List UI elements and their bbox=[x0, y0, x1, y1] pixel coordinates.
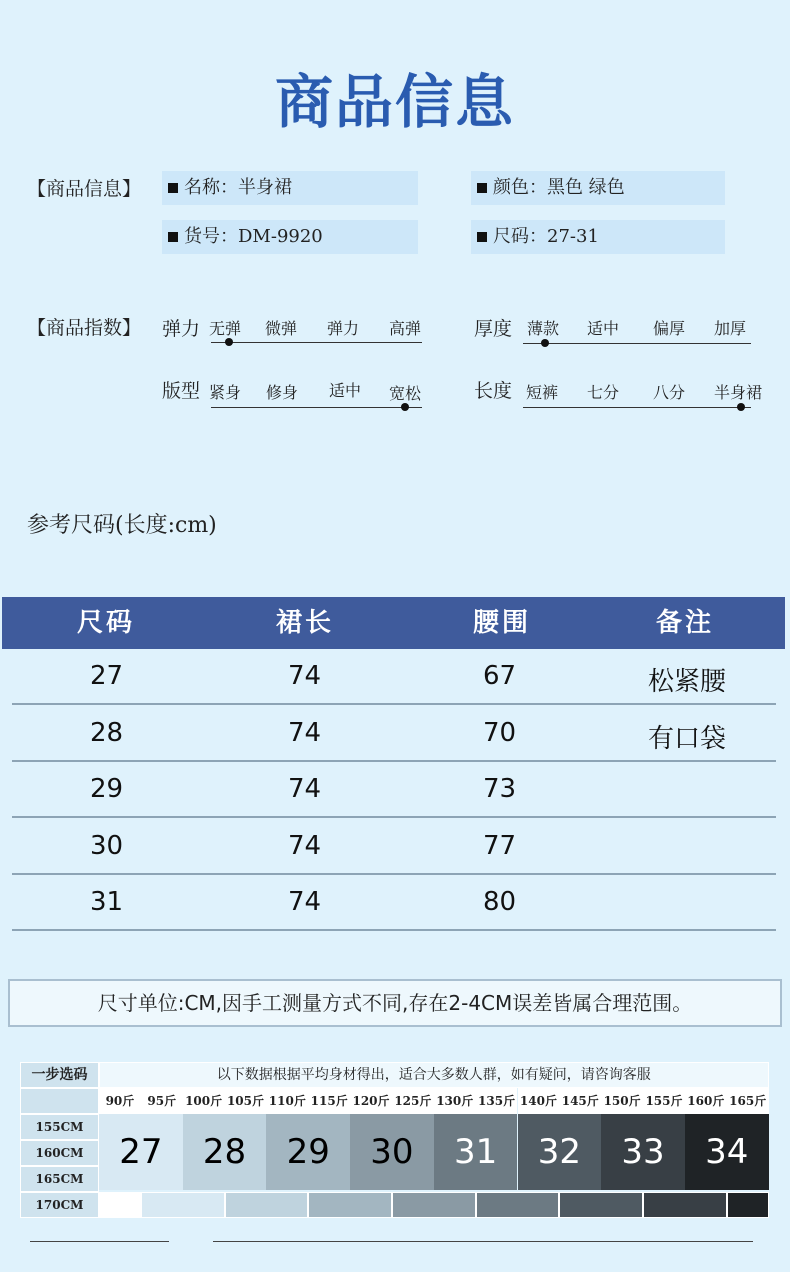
guide-corner: 一步选码 bbox=[20, 1062, 99, 1088]
info-color-field bbox=[471, 171, 725, 205]
table-cell: 松紧腰 bbox=[648, 667, 727, 697]
weight-header: 160斤 bbox=[685, 1088, 727, 1114]
divider bbox=[30, 1241, 169, 1242]
table-row-divider bbox=[12, 760, 776, 762]
height-label: 170CM bbox=[20, 1192, 99, 1218]
fit-option: 修身 bbox=[266, 383, 299, 402]
size-cell-170 bbox=[727, 1192, 769, 1218]
length-scale-line bbox=[523, 407, 751, 408]
size-block: 34 bbox=[685, 1114, 769, 1190]
weight-header: 100斤 bbox=[183, 1088, 225, 1114]
size-block: 32 bbox=[518, 1114, 602, 1190]
guide-caption: 以下数据根据平均身材得出，适合大多数人群，如有疑问，请咨询客服 bbox=[99, 1062, 769, 1088]
height-label: 165CM bbox=[20, 1166, 99, 1192]
weight-header: 135斤 bbox=[476, 1088, 518, 1114]
weight-header: 110斤 bbox=[266, 1088, 308, 1114]
size-block: 30 bbox=[350, 1114, 434, 1190]
reference-label: 参考尺码(长度:cm) bbox=[27, 513, 217, 538]
size-cell-170 bbox=[559, 1192, 643, 1218]
elasticity-marker bbox=[225, 338, 233, 346]
length-option: 七分 bbox=[587, 383, 620, 402]
size-cell-170 bbox=[225, 1192, 309, 1218]
size-cell-170 bbox=[476, 1192, 560, 1218]
table-row-divider bbox=[12, 929, 776, 931]
elasticity-label: 弹力 bbox=[162, 318, 201, 340]
size-block: 29 bbox=[266, 1114, 350, 1190]
table-cell: 30 bbox=[90, 830, 124, 861]
bullet-square-icon bbox=[168, 183, 178, 193]
table-cell: 74 bbox=[288, 887, 322, 917]
bullet-square-icon bbox=[477, 232, 487, 242]
thickness-marker bbox=[541, 339, 549, 347]
fit-option: 紧身 bbox=[209, 383, 242, 402]
bullet-square-icon bbox=[477, 183, 487, 193]
fit-option: 适中 bbox=[329, 381, 362, 400]
weight-header: 155斤 bbox=[643, 1088, 685, 1114]
weight-header: 130斤 bbox=[434, 1088, 476, 1114]
weight-header: 120斤 bbox=[350, 1088, 392, 1114]
fit-marker bbox=[401, 403, 409, 411]
guide-corner-blank bbox=[20, 1088, 99, 1114]
length-option: 半身裙 bbox=[714, 383, 763, 402]
info-name-field bbox=[162, 171, 418, 205]
weight-header: 150斤 bbox=[601, 1088, 643, 1114]
info-name: 名称：半身裙 bbox=[184, 177, 292, 198]
size-block: 28 bbox=[183, 1114, 267, 1190]
length-marker bbox=[737, 403, 745, 411]
table-row-divider bbox=[12, 703, 776, 705]
table-cell: 67 bbox=[483, 661, 517, 691]
height-label: 155CM bbox=[20, 1114, 99, 1140]
info-sku: 货号：DM-9920 bbox=[184, 226, 323, 247]
elasticity-option: 无弹 bbox=[209, 319, 242, 338]
size-block: 33 bbox=[601, 1114, 685, 1190]
thickness-scale-line bbox=[523, 343, 751, 344]
size-cell-170 bbox=[392, 1192, 476, 1218]
table-cell: 28 bbox=[90, 717, 124, 748]
table-cell: 70 bbox=[483, 717, 517, 748]
length-option: 短裤 bbox=[526, 383, 559, 402]
table-cell: 73 bbox=[483, 774, 517, 804]
table-cell: 27 bbox=[90, 661, 124, 691]
divider bbox=[213, 1241, 753, 1242]
table-cell: 有口袋 bbox=[648, 723, 727, 754]
size-block: 27 bbox=[99, 1114, 183, 1190]
fit-scale-line bbox=[211, 407, 422, 408]
height-label: 160CM bbox=[20, 1140, 99, 1166]
elasticity-option: 高弹 bbox=[389, 319, 422, 338]
bullet-square-icon bbox=[168, 232, 178, 242]
info-section-label: 【商品信息】 bbox=[27, 178, 142, 200]
fit-label: 版型 bbox=[162, 380, 201, 402]
length-label: 长度 bbox=[474, 380, 513, 402]
info-size-field bbox=[471, 220, 725, 254]
info-sku-field bbox=[162, 220, 418, 254]
size-table-header bbox=[2, 597, 785, 649]
weight-header: 90斤 bbox=[99, 1088, 141, 1114]
weight-header: 115斤 bbox=[308, 1088, 350, 1114]
weight-header: 140斤 bbox=[518, 1088, 560, 1114]
weight-header: 105斤 bbox=[225, 1088, 267, 1114]
measurement-note: 尺寸单位:CM,因手工测量方式不同,存在2-4CM误差皆属合理范围。 bbox=[8, 979, 782, 1027]
table-cell: 74 bbox=[288, 661, 322, 691]
table-cell: 31 bbox=[90, 887, 124, 917]
header-waist: 腰围 bbox=[473, 608, 532, 638]
thickness-option: 适中 bbox=[587, 319, 620, 338]
header-note: 备注 bbox=[656, 608, 715, 638]
thickness-label: 厚度 bbox=[474, 318, 513, 340]
header-size: 尺码 bbox=[77, 608, 136, 638]
table-cell: 74 bbox=[288, 774, 322, 804]
size-cell-170 bbox=[308, 1192, 392, 1218]
info-size: 尺码：27-31 bbox=[493, 226, 599, 247]
weight-header: 165斤 bbox=[727, 1088, 769, 1114]
elasticity-option: 微弹 bbox=[265, 319, 298, 338]
table-row-divider bbox=[12, 873, 776, 875]
header-length: 裙长 bbox=[276, 608, 335, 638]
thickness-option: 薄款 bbox=[527, 319, 560, 338]
thickness-option: 加厚 bbox=[714, 319, 747, 338]
table-cell: 77 bbox=[483, 830, 517, 861]
fit-option: 宽松 bbox=[389, 384, 422, 403]
table-cell: 80 bbox=[483, 887, 517, 917]
table-row-divider bbox=[12, 816, 776, 818]
size-block: 31 bbox=[434, 1114, 518, 1190]
indices-section-label: 【商品指数】 bbox=[27, 317, 142, 339]
info-color: 颜色：黑色 绿色 bbox=[493, 177, 625, 198]
page-title: 商品信息 bbox=[274, 68, 515, 136]
length-option: 八分 bbox=[653, 383, 686, 402]
size-cell-170 bbox=[141, 1192, 225, 1218]
table-cell: 74 bbox=[288, 830, 322, 861]
weight-header: 125斤 bbox=[392, 1088, 434, 1114]
thickness-option: 偏厚 bbox=[653, 319, 686, 338]
elasticity-scale-line bbox=[211, 342, 422, 343]
table-cell: 29 bbox=[90, 774, 124, 804]
size-cell-170 bbox=[643, 1192, 727, 1218]
table-cell: 74 bbox=[288, 717, 322, 748]
weight-header: 145斤 bbox=[559, 1088, 601, 1114]
size-cell-170 bbox=[99, 1192, 141, 1218]
weight-header: 95斤 bbox=[141, 1088, 183, 1114]
elasticity-option: 弹力 bbox=[327, 319, 360, 338]
